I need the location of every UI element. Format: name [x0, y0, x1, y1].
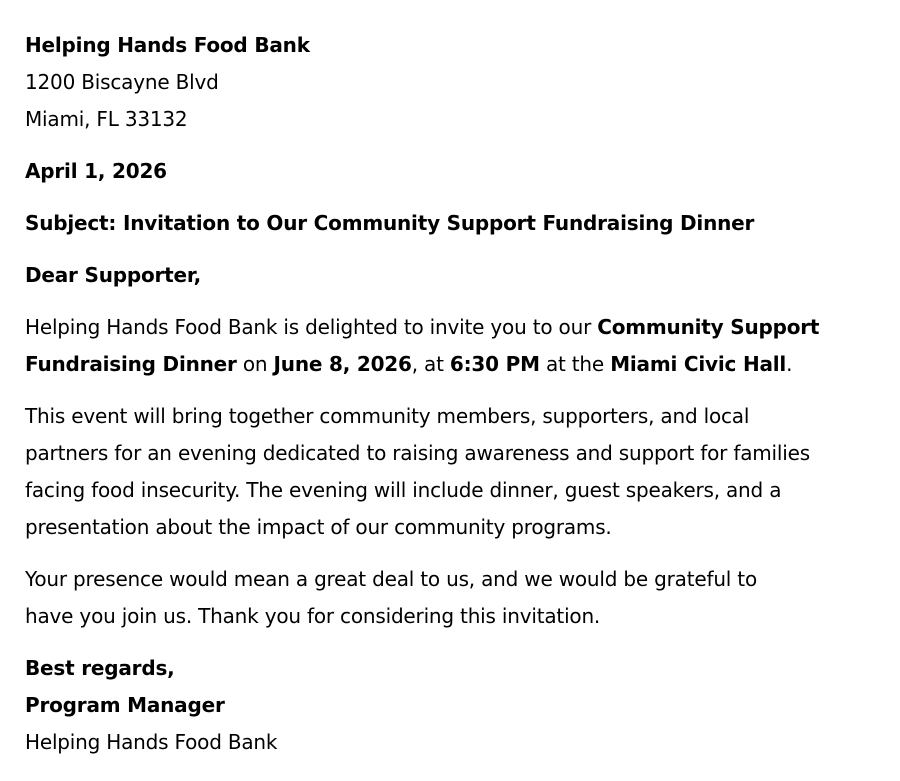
letter-subject-block	[25, 205, 880, 242]
invitation-text-1: Helping Hands Food Bank is delighted to invite you to our	[25, 315, 598, 339]
letter-subject: Subject: Invitation to Our Community Support Fundraising Dinner	[25, 211, 755, 235]
letter-date: April 1, 2026	[25, 159, 167, 183]
valediction: Best regards,	[25, 656, 175, 680]
event-time: 6:30 PM	[449, 352, 540, 376]
sender-address-line1: 1200 Biscayne Blvd	[25, 70, 219, 94]
event-name-part1: Community Support	[597, 315, 820, 339]
sender-name: Helping Hands Food Bank	[25, 33, 310, 57]
sender-address-block	[25, 27, 880, 138]
event-name-part2: Fundraising Dinner	[25, 352, 237, 376]
thanks-line-1: Your presence would mean a great deal to us, and we would be grateful to	[25, 567, 757, 591]
signer-organization: Helping Hands Food Bank	[25, 730, 278, 754]
invitation-text-3: , at	[411, 352, 450, 376]
paragraph-invitation	[25, 309, 880, 383]
invitation-text-2: on	[236, 352, 274, 376]
description-line-4: presentation about the impact of our community programs.	[25, 515, 612, 539]
description-line-2: partners for an evening dedicated to raising awareness and support for families	[25, 441, 810, 465]
sender-address-line2: Miami, FL 33132	[25, 107, 188, 131]
signer-title: Program Manager	[25, 693, 225, 717]
letter-date-block	[25, 153, 880, 190]
invitation-text-4: at the	[539, 352, 611, 376]
description-line-1: This event will bring together community members, supporters, and local	[25, 404, 750, 428]
letter-salutation: Dear Supporter,	[25, 263, 202, 287]
paragraph-thanks	[25, 561, 880, 635]
event-date: June 8, 2026	[273, 352, 412, 376]
invitation-text-5: .	[786, 352, 793, 376]
description-line-3: facing food insecurity. The evening will include dinner, guest speakers, and a	[25, 478, 782, 502]
letter-salutation-block	[25, 257, 880, 294]
thanks-line-2: have you join us. Thank you for considering this invitation.	[25, 604, 601, 628]
closing-block	[25, 650, 880, 761]
paragraph-event-description	[25, 398, 880, 546]
event-venue: Miami Civic Hall	[610, 352, 787, 376]
